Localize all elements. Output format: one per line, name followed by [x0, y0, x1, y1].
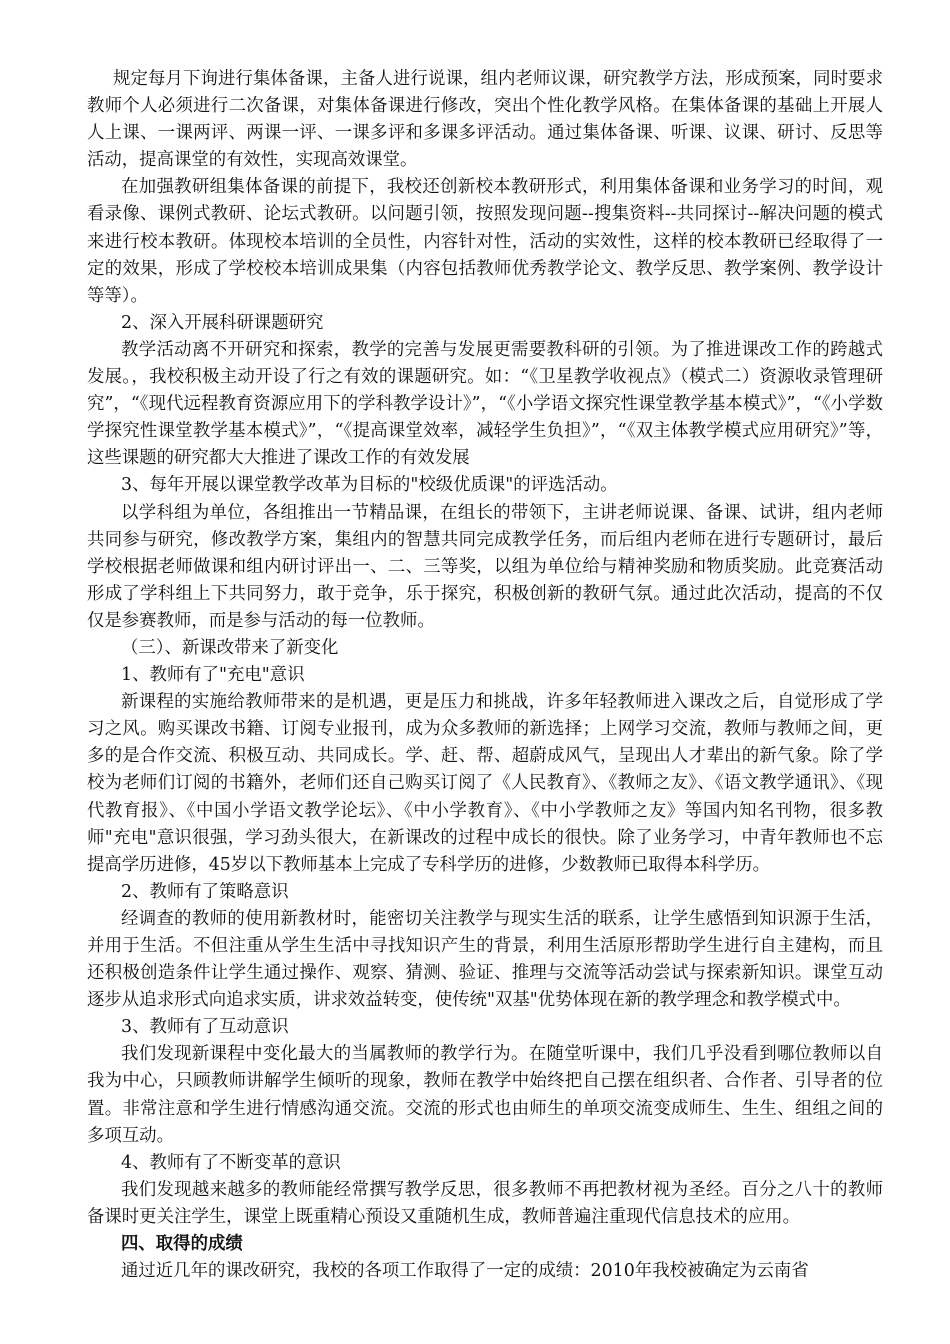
paragraph-collective-lesson-prep: 规定每月下询进行集体备课，主备人进行说课，组内老师议课，研究教学方法，形成预案，同时要求教师个人必须进行二次备课，对集体备课进行修改，突出个性化教学风格。在集体备课的基础上开展人人上课、一课两评、两课一评、一课多评和多课多评活动。通过集体备课、听课、议课、研讨、反思等活动，提高课堂的有效性，实现高效课堂。 [87, 69, 883, 171]
subheading-charging-awareness: 1、教师有了"充电"意识 [121, 665, 305, 686]
section-heading-new-changes: （三）、新课改带来了新变化 [121, 637, 339, 658]
paragraph-interaction-awareness: 我们发现新课程中变化最大的当属教师的教学行为。在随堂听课中，我们几乎没看到哪位教师以自我为中心，只顾教师讲解学生倾听的现象，教师在教学中始终把自己摆在组织者、合作者、引导者的位置。非常注意和学生进行情感沟通交流。交流的形式也由师生的单项交流变成师生、生生、组组之间的多项互动。 [87, 1044, 883, 1146]
paragraph-quality-lesson-contest: 以学科组为单位，各组推出一节精品课，在组长的带领下，主讲老师说课、备课、试讲，组内老师共同参与研究，修改教学方案，集组内的智慧共同完成教学任务，而后组内老师在进行专题研讨，最后学校根据老师做课和组内研讨评出一、二、三等奖，以组为单位给与精神奖励和物质奖励。此竞赛活动形成了学科组上下共同努力，敢于竞争，乐于探究，积极创新的教研气氛。通过此次活动，提高的不仅仅是参赛教师，而是参与活动的每一位教师。 [87, 502, 883, 631]
paragraph-charging-awareness: 新课程的实施给教师带来的是机遇，更是压力和挑战，许多年轻教师进入课改之后，自觉形成了学习之风。购买课改书籍、订阅专业报刊，成为众多教师的新选择；上网学习交流，教师与教师之间，更多的是合作交流、积极互动、共同成长。学、赶、帮、超蔚成风气，呈现出人才辈出的新气象。除了学校为老师们订阅的书籍外，老师们还自己购买订阅了《人民教育》、《教师之友》、《语文教学通讯》、《现代教育报》、《中国小学语文教学论坛》、《中小学教育》、《中小学教师之友》等国内知名刊物，很多教师"充电"意识很强，学习劲头很大，在新课改的过程中成长的很快。除了业务学习，中青年教师也不忘提高学历进修，45岁以下教师基本上完成了专科学历的进修，少数教师已取得本科学历。 [87, 692, 883, 875]
document-page [87, 66, 883, 1285]
paragraph-achievements: 通过近几年的课改研究，我校的各项工作取得了一定的成绩：2010年我校被确定为云南省 [121, 1261, 809, 1282]
paragraph-research-projects: 教学活动离不开研究和探索，教学的完善与发展更需要教科研的引领。为了推进课改工作的跨越式发展。，我校积极主动开设了行之有效的课题研究。如：“《卫星教学收视点》（模式二）资源收录管理研究”，“《现代远程教育资源应用下的学科教学设计》”，“《小学语文探究性课堂教学基本模式》”，“《小学数学探究性课堂教学基本模式》”，“《提高课堂效率，减轻学生负担》”，“《双主体教学模式应用研究》”等，这些课题的研究都大大推进了课改工作的有效发展 [87, 339, 883, 469]
subheading-reform-awareness: 4、教师有了不断变革的意识 [121, 1152, 341, 1173]
paragraph-school-based-research: 在加强教研组集体备课的前提下，我校还创新校本教研形式，利用集体备课和业务学习的时间，观看录像、课例式教研、论坛式教研。以问题引领，按照发现问题--搜集资料--共同探讨--解决问题的模式来进行校本教研。体现校本培训的全员性，内容针对性，活动的实效性，这样的校本教研已经取得了一定的效果，形成了学校校本培训成果集（内容包括教师优秀教学论文、教学反思、教学案例、教学设计等等）。 [87, 177, 883, 306]
paragraph-strategy-awareness: 经调查的教师的使用新教材时，能密切关注教学与现实生活的联系，让学生感悟到知识源于生活，并用于生活。不但注重从学生生活中寻找知识产生的背景，利用生活原形帮助学生进行自主建构，而且还积极创造条件让学生通过操作、观察、猜测、验证、推理与交流等活动尝试与探索新知识。课堂互动逐步从追求形式向追求实质，讲求效益转变，使传统"双基"优势体现在新的教学理念和教学模式中。 [87, 908, 883, 1011]
subheading-quality-lesson-contest: 3、每年开展以课堂教学改革为目标的"校级优质课"的评选活动。 [121, 475, 618, 496]
paragraph-reform-awareness: 我们发现越来越多的教师能经常撰写教学反思，很多教师不再把教材视为圣经。百分之八十的教师备课时更关注学生，课堂上既重精心预设又重随机生成，教师普遍注重现代信息技术的应用。 [87, 1179, 883, 1227]
section-heading-achievements: 四、取得的成绩 [121, 1234, 243, 1255]
subheading-strategy-awareness: 2、教师有了策略意识 [121, 881, 289, 902]
subheading-research-projects: 2、深入开展科研课题研究 [121, 312, 324, 333]
subheading-interaction-awareness: 3、教师有了互动意识 [121, 1017, 289, 1038]
